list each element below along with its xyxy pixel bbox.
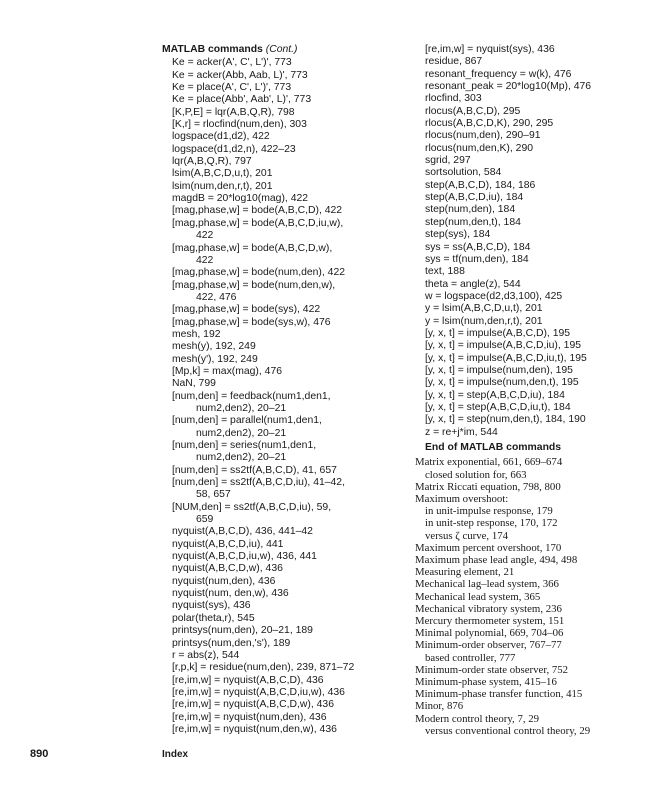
- index-entry: Minor, 876: [415, 700, 464, 713]
- command-entry: [mag,phase,w] = bode(A,B,C,D), 422: [172, 205, 343, 217]
- command-continuation: 659: [196, 514, 214, 526]
- command-entry: nyquist(A,B,C,D,iu,w), 436, 441: [172, 551, 317, 563]
- index-entry: Minimum-phase system, 415–16: [415, 676, 557, 688]
- index-entry: Mercury thermometer system, 151: [415, 614, 565, 627]
- command-entry: w = logspace(d2,d3,100), 425: [425, 290, 563, 302]
- command-entry: [r,p,k] = residue(num,den), 239, 871–72: [172, 662, 355, 674]
- right-command-list: [415, 44, 630, 439]
- index-subentry: in unit-step response, 170, 172: [425, 517, 558, 530]
- command-entry: residue, 867: [425, 56, 483, 68]
- command-entry: logspace(d1,d2,n), 422–23: [172, 143, 296, 155]
- command-continuation: 422: [196, 230, 214, 242]
- index-entry: Mechanical vibratory system, 236: [415, 602, 562, 615]
- command-entry: [mag,phase,w] = bode(A,B,C,D,w),: [172, 242, 333, 254]
- index-entry: Maximum percent overshoot, 170: [415, 541, 562, 554]
- command-entry: [mag,phase,w] = bode(num,den), 422: [172, 267, 345, 279]
- command-entry: [y, x, t] = step(A,B,C,D,iu), 184: [425, 389, 565, 401]
- index-entry: Mechanical lag–lead system, 366: [415, 578, 559, 591]
- command-entry: [mag,phase,w] = bode(num,den,w),: [172, 279, 336, 291]
- command-entry: step(sys), 184: [425, 229, 491, 241]
- index-entry: Maximum overshoot:: [415, 492, 509, 505]
- command-entry: [y, x, t] = impulse(A,B,C,D,iu), 195: [425, 340, 582, 352]
- command-entry: nyquist(A,B,C,D,iu), 441: [172, 538, 284, 550]
- command-entry: [re,im,w] = nyquist(num,den,w), 436: [172, 723, 337, 735]
- command-entry: logspace(d1,d2), 422: [172, 131, 270, 143]
- footer-section: Index: [162, 749, 189, 760]
- index-entry: Mechanical lead system, 365: [415, 590, 541, 603]
- command-entry: printsys(num,den,'s'), 189: [172, 637, 291, 649]
- command-entry: y = lsim(A,B,C,D,u,t), 201: [425, 303, 543, 315]
- command-entry: Ke = acker(Abb, Aab, L)', 773: [172, 69, 308, 81]
- command-entry: [num,den] = feedback(num1,den1,: [172, 390, 331, 402]
- command-entry: rlocus(num,den,K), 290: [425, 142, 534, 154]
- command-entry: step(num,den), 184: [425, 204, 516, 216]
- command-entry: [re,im,w] = nyquist(num,den), 436: [172, 711, 327, 723]
- command-entry: [K,r] = rlocfind(num,den), 303: [172, 119, 307, 131]
- index-entry: Maximum phase lead angle, 494, 498: [415, 553, 578, 566]
- command-entry: step(num,den,t), 184: [425, 216, 521, 228]
- command-entry: rlocus(num,den), 290–91: [425, 130, 541, 142]
- index-subentry: versus ζ curve, 174: [425, 529, 509, 542]
- command-entry: y = lsim(num,den,r,t), 201: [425, 315, 543, 327]
- command-entry: nyquist(A,B,C,D,w), 436: [172, 563, 283, 575]
- section-heading: [162, 44, 402, 56]
- index-entry: Matrix Riccati equation, 798, 800: [415, 480, 561, 493]
- heading-text: MATLAB commands: [162, 44, 263, 55]
- command-entry: [num,den] = ss2tf(A,B,C,D,iu), 41–42,: [172, 477, 345, 489]
- index-entry: Minimum-phase transfer function, 415: [415, 688, 583, 701]
- command-entry: lsim(num,den,r,t), 201: [172, 180, 273, 192]
- command-entry: polar(theta,r), 545: [172, 612, 255, 624]
- command-entry: mesh, 192: [172, 328, 221, 340]
- command-entry: printsys(num,den), 20–21, 189: [172, 625, 313, 637]
- command-entry: [mag,phase,w] = bode(sys,w), 476: [172, 316, 331, 328]
- index-entry: Minimum-order observer, 767–77: [415, 639, 562, 652]
- left-column: [162, 44, 402, 736]
- command-continuation: 58, 657: [196, 489, 231, 501]
- command-entry: sgrid, 297: [425, 155, 471, 167]
- command-entry: [y, x, t] = step(num,den,t), 184, 190: [425, 414, 586, 426]
- command-entry: magdB = 20*log10(mag), 422: [172, 193, 309, 205]
- command-continuation: num2,den2), 20–21: [196, 402, 287, 414]
- command-entry: [y, x, t] = impulse(A,B,C,D,iu,t), 195: [425, 352, 587, 364]
- index-subentry: in unit-impulse response, 179: [425, 505, 553, 518]
- command-entry: [y, x, t] = step(A,B,C,D,iu,t), 184: [425, 401, 571, 413]
- command-entry: NaN, 799: [172, 378, 216, 390]
- index-entry: Matrix exponential, 661, 669–674: [415, 456, 563, 469]
- command-continuation: 422, 476: [196, 291, 237, 303]
- heading-cont: (Cont.): [265, 44, 298, 55]
- command-entry: sys = ss(A,B,C,D), 184: [425, 241, 531, 253]
- command-entry: mesh(y'), 192, 249: [172, 353, 258, 365]
- command-entry: rlocus(A,B,C,D,K), 290, 295: [425, 118, 554, 130]
- command-continuation: num2,den2), 20–21: [196, 427, 287, 439]
- command-entry: nyquist(sys), 436: [172, 600, 251, 612]
- command-entry: [num,den] = series(num1,den1,: [172, 440, 317, 451]
- command-entry: mesh(y), 192, 249: [172, 341, 256, 353]
- index-subentry: closed solution for, 663: [425, 468, 527, 481]
- page-number: 890: [30, 748, 49, 760]
- command-entry: [num,den] = ss2tf(A,B,C,D), 41, 657: [172, 464, 337, 476]
- command-entry: lsim(A,B,C,D,u,t), 201: [172, 168, 273, 180]
- index-entry: Measuring element, 21: [415, 566, 515, 579]
- command-entry: [re,im,w] = nyquist(sys), 436: [425, 44, 555, 55]
- command-entry: [re,im,w] = nyquist(A,B,C,D,w), 436: [172, 699, 334, 711]
- command-entry: [y, x, t] = impulse(A,B,C,D), 195: [425, 327, 571, 339]
- right-column: [415, 44, 630, 737]
- command-entry: [y, x, t] = impulse(num,den,t), 195: [425, 377, 579, 389]
- command-entry: Ke = acker(A', C', L')', 773: [172, 57, 292, 69]
- command-entry: [re,im,w] = nyquist(A,B,C,D,iu,w), 436: [172, 686, 345, 698]
- command-entry: nyquist(num,den), 436: [172, 575, 276, 587]
- index-subentry: based controller, 777: [425, 651, 516, 664]
- command-entry: rlocfind, 303: [425, 93, 482, 105]
- command-entry: step(A,B,C,D), 184, 186: [425, 179, 536, 191]
- command-entry: nyquist(A,B,C,D), 436, 441–42: [172, 526, 313, 538]
- command-entry: resonant_frequency = w(k), 476: [425, 68, 572, 80]
- command-entry: [K,P,E] = lqr(A,B,Q,R), 798: [172, 106, 295, 118]
- index-entry: Minimal polynomial, 669, 704–06: [415, 627, 564, 640]
- index-entry-list: [415, 456, 630, 737]
- command-entry: theta = angle(z), 544: [425, 278, 521, 290]
- command-entry: nyquist(num, den,w), 436: [172, 588, 289, 600]
- command-continuation: 422: [196, 254, 214, 266]
- command-entry: rlocus(A,B,C,D), 295: [425, 105, 521, 117]
- command-entry: text, 188: [425, 266, 465, 278]
- command-entry: Ke = place(Abb', Aab', L)', 773: [172, 94, 312, 106]
- left-command-list: [162, 57, 402, 736]
- command-entry: z = re+j*im, 544: [425, 426, 498, 438]
- command-entry: sys = tf(num,den), 184: [425, 253, 529, 265]
- command-entry: sortsolution, 584: [425, 167, 502, 179]
- command-entry: [mag,phase,w] = bode(sys), 422: [172, 304, 321, 316]
- command-entry: [y, x, t] = impulse(num,den), 195: [425, 364, 573, 376]
- index-entry: Minimum-order state observer, 752: [415, 663, 569, 676]
- command-entry: step(A,B,C,D,iu), 184: [425, 192, 524, 204]
- command-entry: [num,den] = parallel(num1,den1,: [172, 415, 322, 427]
- command-entry: [re,im,w] = nyquist(A,B,C,D), 436: [172, 674, 324, 686]
- index-subentry: versus conventional control theory, 29: [425, 724, 591, 737]
- command-entry: [NUM,den] = ss2tf(A,B,C,D,iu), 59,: [172, 501, 332, 513]
- command-entry: [mag,phase,w] = bode(A,B,C,D,iu,w),: [172, 217, 344, 229]
- index-entry: Modern control theory, 7, 29: [415, 712, 540, 725]
- command-continuation: num2,den2), 20–21: [196, 452, 287, 464]
- command-entry: [Mp,k] = max(mag), 476: [172, 365, 283, 377]
- command-entry: r = abs(z), 544: [172, 649, 240, 661]
- command-entry: lqr(A,B,Q,R), 797: [172, 156, 252, 168]
- command-entry: resonant_peak = 20*log10(Mp), 476: [425, 81, 592, 93]
- command-entry: Ke = place(A', C', L')', 773: [172, 82, 292, 94]
- end-commands-heading: End of MATLAB commands: [425, 442, 562, 453]
